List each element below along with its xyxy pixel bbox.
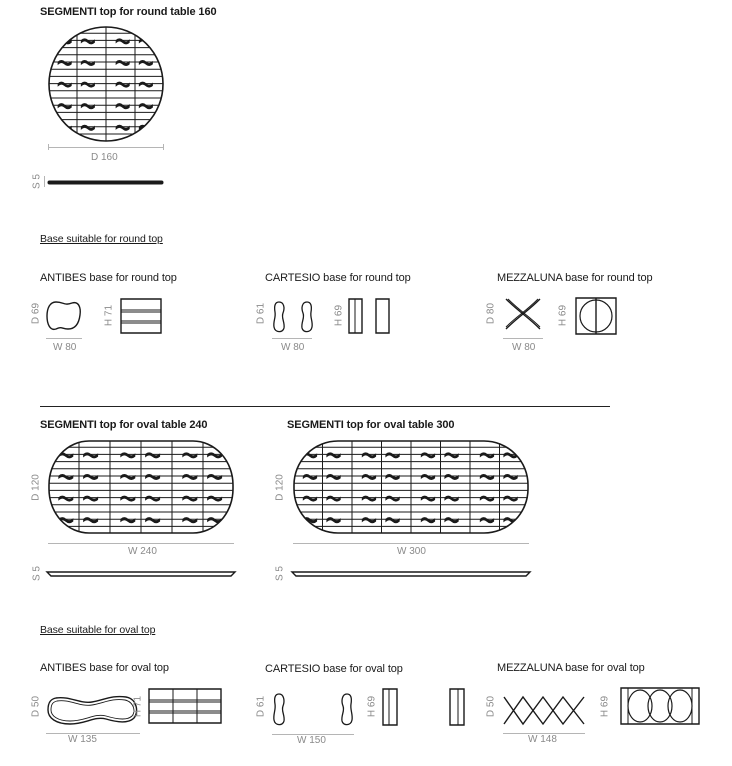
- segment-insert: [445, 475, 458, 480]
- antibes-round-label: ANTIBES base for round top: [40, 272, 177, 284]
- cartesio-round-height: H 69: [333, 304, 345, 327]
- segment-insert: [81, 82, 94, 87]
- segment-insert: [421, 453, 434, 458]
- segment-insert: [386, 518, 399, 523]
- segment-insert: [139, 82, 152, 87]
- section-separator: [40, 406, 610, 407]
- segment-insert: [303, 496, 316, 501]
- oval300-thickness-label: S 5: [274, 566, 286, 582]
- dim-tick: [48, 144, 49, 150]
- cartesio-round-width: W 80: [281, 342, 305, 353]
- segment-insert: [121, 496, 135, 501]
- mezzaluna-oval-height: H 69: [599, 695, 611, 718]
- mezzaluna-oval-elevation-icon: [620, 687, 700, 725]
- oval240-depth-label: D 120: [30, 474, 42, 501]
- oval240-title: SEGMENTI top for oval table 240: [40, 419, 208, 431]
- antibes-round-elevation-icon: [120, 298, 162, 334]
- segment-insert: [183, 496, 197, 501]
- antibes-round-width: W 80: [53, 342, 77, 353]
- segment-insert: [386, 475, 399, 480]
- cartesio-oval-height: H 69: [366, 695, 378, 718]
- oval240-top-drawing: [48, 440, 234, 534]
- segment-insert: [116, 82, 129, 87]
- antibes-oval-plan-icon: [46, 694, 140, 726]
- mezzaluna-oval-plan-icon: [503, 694, 585, 728]
- cartesio-oval-width: W 150: [297, 735, 326, 746]
- oval240-width-label: W 240: [128, 546, 157, 557]
- antibes-oval-label: ANTIBES base for oval top: [40, 662, 169, 674]
- segment-insert: [58, 61, 71, 66]
- antibes-oval-depth: D 50: [30, 695, 42, 718]
- segment-insert: [84, 496, 98, 501]
- oval300-depth-label: D 120: [274, 474, 286, 501]
- segment-insert: [58, 82, 71, 87]
- antibes-oval-height: H 71: [132, 695, 144, 718]
- dim-line: [46, 338, 82, 339]
- segment-insert: [146, 453, 160, 458]
- oval300-width-label: W 300: [397, 546, 426, 557]
- segment-insert: [421, 496, 434, 501]
- segment-insert: [208, 496, 222, 501]
- cartesio-round-label: CARTESIO base for round top: [265, 272, 411, 284]
- segment-insert: [183, 475, 197, 480]
- cartesio-round-plan-icon: [272, 300, 314, 334]
- segment-insert: [327, 453, 340, 458]
- segment-insert: [146, 518, 160, 523]
- segment-insert: [327, 475, 340, 480]
- mezzaluna-oval-depth: D 50: [485, 695, 497, 718]
- antibes-oval-width: W 135: [68, 734, 97, 745]
- cartesio-oval-elevation-icon: [382, 688, 466, 726]
- segment-insert: [146, 475, 160, 480]
- round-diameter-label: D 160: [91, 152, 118, 163]
- dim-line: [272, 338, 312, 339]
- segment-insert: [121, 453, 135, 458]
- segment-insert: [139, 61, 152, 66]
- oval-bases-heading: Base suitable for oval top: [40, 624, 156, 636]
- segment-insert: [183, 453, 197, 458]
- mezzaluna-round-plan-icon: [505, 298, 541, 330]
- segment-insert: [504, 475, 517, 480]
- dim-tick: [44, 176, 45, 187]
- oval300-title: SEGMENTI top for oval table 300: [287, 419, 455, 431]
- cartesio-oval-plan-icon: [272, 692, 354, 728]
- segment-insert: [480, 453, 493, 458]
- segment-insert: [116, 104, 129, 109]
- segment-insert: [116, 125, 129, 130]
- segment-insert: [84, 475, 98, 480]
- round-top-side-view: [47, 180, 164, 185]
- round-top-drawing: [48, 26, 164, 142]
- dim-line: [503, 338, 543, 339]
- oval240-side-view: [46, 571, 236, 577]
- segment-insert: [480, 518, 493, 523]
- mezzaluna-round-height: H 69: [557, 304, 569, 327]
- round-bases-heading: Base suitable for round top: [40, 233, 163, 245]
- segment-insert: [59, 496, 73, 501]
- segment-insert: [81, 125, 94, 130]
- segment-insert: [504, 496, 517, 501]
- cartesio-oval-label: CARTESIO base for oval top: [265, 663, 403, 675]
- segment-insert: [146, 496, 160, 501]
- segment-insert: [208, 475, 222, 480]
- segment-insert: [421, 518, 434, 523]
- segment-insert: [84, 453, 98, 458]
- oval240-thickness-label: S 5: [31, 566, 43, 582]
- segment-insert: [421, 475, 434, 480]
- segment-insert: [362, 475, 375, 480]
- segment-insert: [445, 518, 458, 523]
- segment-insert: [81, 39, 94, 44]
- mezzaluna-oval-label: MEZZALUNA base for oval top: [497, 662, 645, 674]
- segment-insert: [386, 453, 399, 458]
- segment-insert: [121, 475, 135, 480]
- segment-insert: [327, 496, 340, 501]
- segment-insert: [362, 453, 375, 458]
- segment-insert: [362, 518, 375, 523]
- oval300-side-view: [291, 571, 531, 577]
- segment-insert: [58, 104, 71, 109]
- antibes-round-height: H 71: [103, 304, 115, 327]
- oval300-top-drawing: [293, 440, 529, 534]
- segment-insert: [445, 453, 458, 458]
- segment-insert: [81, 104, 94, 109]
- segment-insert: [445, 496, 458, 501]
- round-top-title: SEGMENTI top for round table 160: [40, 6, 217, 18]
- segment-insert: [208, 453, 222, 458]
- dim-line: [293, 543, 529, 544]
- segment-insert: [480, 496, 493, 501]
- segment-insert: [327, 518, 340, 523]
- segment-insert: [362, 496, 375, 501]
- cartesio-oval-depth: D 61: [255, 695, 267, 718]
- segment-insert: [121, 518, 135, 523]
- dim-line: [48, 543, 234, 544]
- segment-insert: [183, 518, 197, 523]
- mezzaluna-round-depth: D 80: [485, 302, 497, 325]
- round-thickness-label: S 5: [31, 174, 43, 190]
- segment-insert: [139, 104, 152, 109]
- mezzaluna-oval-width: W 148: [528, 734, 557, 745]
- dim-tick: [163, 144, 164, 150]
- mezzaluna-round-elevation-icon: [575, 297, 617, 335]
- mezzaluna-round-label: MEZZALUNA base for round top: [497, 272, 653, 284]
- segment-insert: [386, 496, 399, 501]
- antibes-round-depth: D 69: [30, 302, 42, 325]
- segment-insert: [303, 475, 316, 480]
- antibes-oval-elevation-icon: [148, 688, 222, 724]
- segment-insert: [59, 475, 73, 480]
- segment-insert: [480, 475, 493, 480]
- segment-insert: [84, 518, 98, 523]
- antibes-round-plan-icon: [46, 300, 82, 332]
- cartesio-round-depth: D 61: [255, 302, 267, 325]
- segment-insert: [116, 61, 129, 66]
- round-dim-line: [48, 147, 164, 148]
- segment-insert: [116, 39, 129, 44]
- segment-insert: [81, 61, 94, 66]
- cartesio-round-elevation-icon: [348, 298, 392, 334]
- mezzaluna-round-width: W 80: [512, 342, 536, 353]
